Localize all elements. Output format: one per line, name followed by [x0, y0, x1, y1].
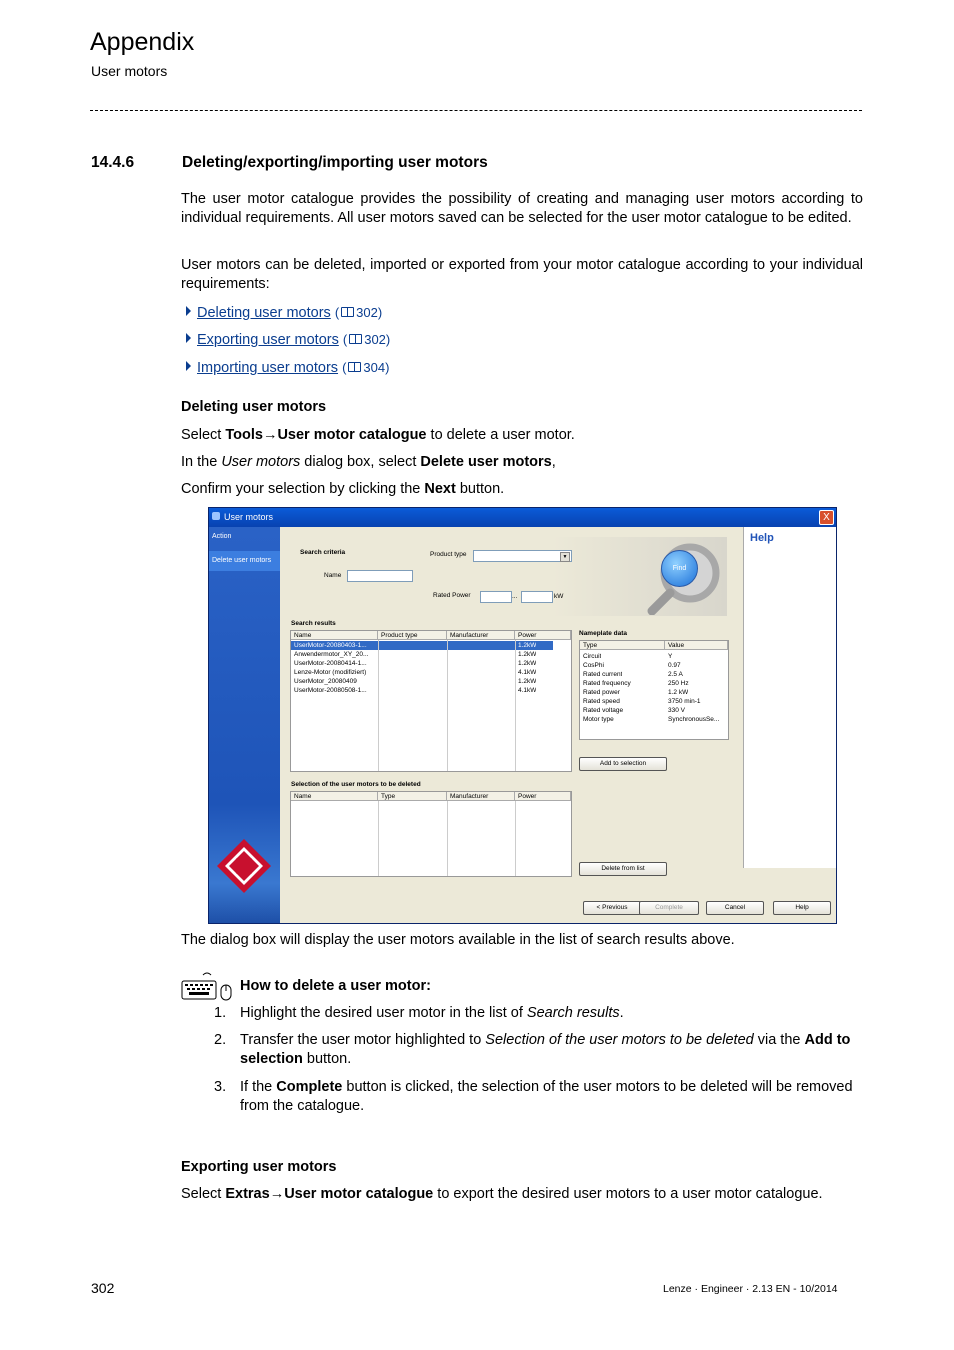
arrow-right-icon	[186, 361, 191, 371]
help-panel	[743, 527, 836, 868]
table-row[interactable]: UserMotor-20080414-1... 1.2kW	[294, 660, 537, 667]
lenze-logo-icon	[215, 837, 273, 895]
sel-col-name[interactable]: Name	[291, 792, 378, 801]
table-row[interactable]: Lenze-Motor (modifiziert) 4.1kW	[294, 669, 537, 676]
chevron-down-icon[interactable]: ▼	[560, 552, 570, 562]
help-title[interactable]: Help	[750, 532, 774, 544]
sidebar-action-label: Action	[212, 533, 232, 540]
page-ref[interactable]: 302	[364, 332, 386, 347]
link-label[interactable]: Importing user motors	[197, 360, 339, 376]
link-deleting[interactable]: Deleting user motors ( 302)	[186, 303, 382, 323]
col-manufacturer[interactable]: Manufacturer	[447, 631, 515, 640]
section-title: Deleting/exporting/importing user motors	[182, 154, 488, 171]
exporting-heading: Exporting user motors	[181, 1159, 337, 1175]
arrow-right-icon	[186, 333, 191, 343]
name-input[interactable]	[347, 570, 413, 582]
table-row[interactable]: UserMotor-20080508-1... 4.1kW	[294, 687, 537, 694]
find-button[interactable]: Find	[661, 550, 698, 587]
keyboard-mouse-icon	[181, 971, 233, 1001]
nameplate-table	[579, 640, 729, 740]
section-number: 14.4.6	[91, 154, 135, 171]
page-number: 302	[91, 1280, 115, 1296]
col-name[interactable]: Name	[291, 631, 378, 640]
table-row[interactable]: UserMotor-20080403-1... 1.2kW	[291, 641, 553, 650]
complete-button[interactable]: Complete	[639, 901, 699, 915]
close-icon[interactable]: X	[819, 510, 834, 525]
page-subtitle: User motors	[91, 63, 168, 79]
np-col-value[interactable]: Value	[665, 641, 728, 650]
product-type-label: Product type	[430, 551, 467, 558]
name-label: Name	[324, 572, 342, 579]
book-icon	[341, 307, 354, 317]
np-row: Motor type SynchronousSe...	[583, 716, 720, 723]
col-product-type[interactable]: Product type	[378, 631, 447, 640]
sel-col-manufacturer[interactable]: Manufacturer	[447, 792, 515, 801]
step-3: 3. If the Complete button is clicked, the selection of the user motors to be deleted will be removed from the catalogue.	[214, 1079, 853, 1114]
book-icon	[348, 362, 361, 372]
rated-power-label: Rated Power	[433, 592, 471, 599]
user-motors-dialog	[208, 507, 837, 924]
link-exporting[interactable]: Exporting user motors ( 302)	[186, 330, 390, 350]
selection-label: Selection of the user motors to be deleted	[291, 781, 421, 788]
deleting-line-3: Confirm your selection by clicking the Next button.	[181, 481, 505, 497]
section-heading	[91, 154, 488, 172]
add-to-selection-button[interactable]: Add to selection	[579, 757, 667, 771]
nameplate-label: Nameplate data	[579, 630, 628, 637]
footer-info: Lenze · Engineer · 2.13 EN - 10/2014	[663, 1283, 838, 1295]
rated-power-max-input[interactable]	[521, 591, 553, 603]
np-row: Rated power 1.2 kW	[583, 689, 689, 696]
step-1: 1. Highlight the desired user motor in the list of Search results.	[214, 1005, 624, 1021]
np-row: Rated speed 3750 min-1	[583, 698, 701, 705]
dialog-sidebar	[209, 527, 280, 923]
search-criteria-label: Search criteria	[300, 549, 346, 556]
cancel-button[interactable]: Cancel	[706, 901, 764, 915]
deleting-line-2: In the User motors dialog box, select Delete user motors,	[181, 454, 556, 470]
header-divider	[90, 110, 862, 111]
previous-button[interactable]: < Previous	[583, 901, 641, 915]
kw-unit: kW	[554, 593, 564, 600]
step-2: 2. Transfer the user motor highlighted to Selection of the user motors to be deleted via the Add to selection button.	[214, 1032, 851, 1067]
search-results-label: Search results	[291, 620, 336, 627]
arrow-right-icon	[186, 306, 191, 316]
deleting-heading: Deleting user motors	[181, 399, 327, 415]
help-button[interactable]: Help	[773, 901, 831, 915]
intro-paragraph-1: The user motor catalogue provides the possibility of creating and managing user motors according to individual requirements. All user motors saved can be selected for the user motor catalogue to be edited.	[181, 191, 863, 226]
deleting-line-1: Select Tools→User motor catalogue to delete a user motor.	[181, 427, 575, 443]
page-title: Appendix	[90, 28, 195, 56]
search-results-table[interactable]	[290, 630, 572, 772]
np-row: Rated frequency 250 Hz	[583, 680, 689, 687]
book-icon	[349, 334, 362, 344]
rated-power-min-input[interactable]	[480, 591, 512, 603]
sel-col-type[interactable]: Type	[378, 792, 447, 801]
page-ref[interactable]: 302	[356, 305, 378, 320]
np-row: Rated current 2.5 A	[583, 671, 683, 678]
after-dialog-text: The dialog box will display the user motors available in the list of search results above.	[181, 932, 735, 948]
intro-paragraph-2: User motors can be deleted, imported or exported from your motor catalogue according to your individual requirements:	[181, 257, 863, 292]
dialog-title: User motors	[224, 512, 274, 522]
link-label[interactable]: Deleting user motors	[197, 305, 331, 321]
range-separator: ...	[512, 593, 518, 600]
howto-title: How to delete a user motor:	[240, 978, 431, 994]
exporting-line-1: Select Extras→User motor catalogue to export the desired user motors to a user motor catalogue.	[181, 1186, 823, 1202]
dialog-titlebar	[209, 508, 836, 527]
sidebar-item-delete-user-motors[interactable]: Delete user motors	[209, 551, 280, 571]
selection-table[interactable]	[290, 791, 572, 877]
search-criteria-panel	[291, 537, 727, 616]
np-row: Circuit Y	[583, 653, 673, 660]
np-col-type[interactable]: Type	[580, 641, 665, 650]
np-row: CosPhi 0.97	[583, 662, 681, 669]
window-icon	[212, 512, 220, 520]
np-row: Rated voltage 330 V	[583, 707, 685, 714]
table-row[interactable]: Anwendermotor_XY_20... 1.2kW	[294, 651, 537, 658]
link-importing[interactable]: Importing user motors ( 304)	[186, 358, 389, 378]
page-ref[interactable]: 304	[363, 360, 386, 375]
link-label[interactable]: Exporting user motors	[197, 332, 339, 348]
sel-col-power[interactable]: Power	[515, 792, 571, 801]
delete-from-list-button[interactable]: Delete from list	[579, 862, 667, 876]
product-type-select[interactable]	[473, 550, 572, 562]
col-power[interactable]: Power	[515, 631, 571, 640]
table-row[interactable]: UserMotor_20080409 1.2kW	[294, 678, 537, 685]
